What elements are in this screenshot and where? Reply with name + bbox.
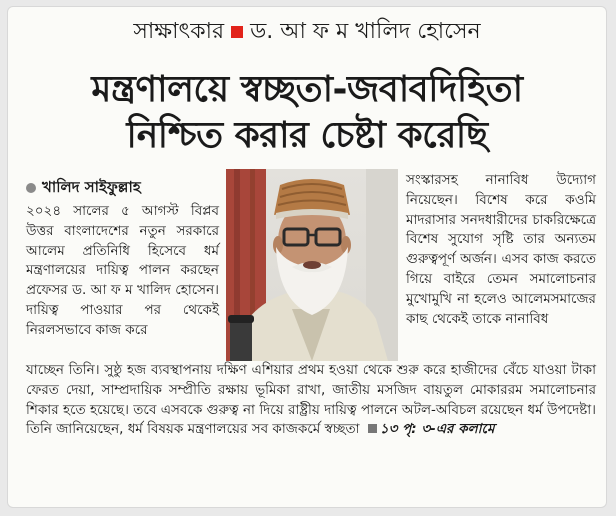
article-bottom-body: যাচ্ছেন তিনি। সুষ্ঠু হজ ব্যবস্থাপনায় দক্ষিণ এশিয়ার প্রথম হওয়া থেকে শুরু করে হাজীদের বেঁচে যাওয়া টাকা ফেরত দেয়া, সাম্প্রদায়িক সম্প্রীতি রক্ষায় ভূমিকা রাখা, জাতীয় মসজিদ বায়তুল মোকাররম সমালোচনার শিকার হতে হয়েছে। তবে এসবকে গুরুত্ব না দিয়ে রাষ্ট্রীয় দায়িত্ব পালনে অটল-অবিচল রয়েছেন ধর্ম উপদেষ্টা। তিনি জানিয়েছেন, ধর্ম বিষয়ক মন্ত্রণালয়ের সব কাজকর্মে স্বচ্ছতা xyxy=(26,362,596,438)
article-left-column: ২০২৪ সালের ৫ আগস্ট বিপ্লব উত্তর বাংলাদেশের নতুন সরকারে আলেম প্রতিনিধি হিসেবে ধর্ম মন্ত্রণালয়ের দায়িত্ব পালন করছেন প্রফেসর ড. আ ফ ম খালিদ হোসেন। দায়িত্ব পাওয়ার পর থেকেই নিরলসভাবে কাজ করে xyxy=(26,203,219,338)
bullet-icon xyxy=(26,183,36,193)
portrait-illustration xyxy=(226,169,398,361)
kicker-label: সাক্ষাৎকার xyxy=(133,19,225,44)
continuation-note xyxy=(364,421,495,437)
newspaper-clipping xyxy=(7,6,607,508)
author-name: খালিদ সাইফুল্লাহ xyxy=(42,178,141,196)
square-bullet-icon xyxy=(368,424,377,433)
red-square-icon xyxy=(231,26,243,38)
headline xyxy=(8,67,606,159)
headline-line-2: নিশ্চিত করার চেষ্টা করেছি xyxy=(126,115,488,156)
kicker-line xyxy=(8,17,606,47)
byline xyxy=(26,177,141,197)
article-right-column: সংস্কারসহ নানাবিধ উদ্যোগ নিয়েছেন। বিশেষ করে কওমি মাদরাসার সনদধারীদের চাকরিক্ষেত্রে বিশেষ সুযোগ সৃষ্টি তার অন্যতম গুরুত্বপূর্ণ অর্জন। এসব কাজ করতে গিয়ে বাইরে তেমন সমালোচনার মুখোমুখি না হলেও আলেমসমাজের কাছ থেকেই তাকে নানাবিধ xyxy=(406,172,596,327)
portrait-photo xyxy=(226,169,398,361)
interviewee-name: ড. আ ফ ম খালিদ হোসেন xyxy=(250,19,481,44)
headline-line-1: মন্ত্রণালয়ে স্বচ্ছতা-জবাবদিহিতা xyxy=(91,69,523,110)
article-bottom-text xyxy=(26,361,596,440)
continuation-label: ১৩ পৃ: ৩-এর কলামে xyxy=(379,421,495,438)
